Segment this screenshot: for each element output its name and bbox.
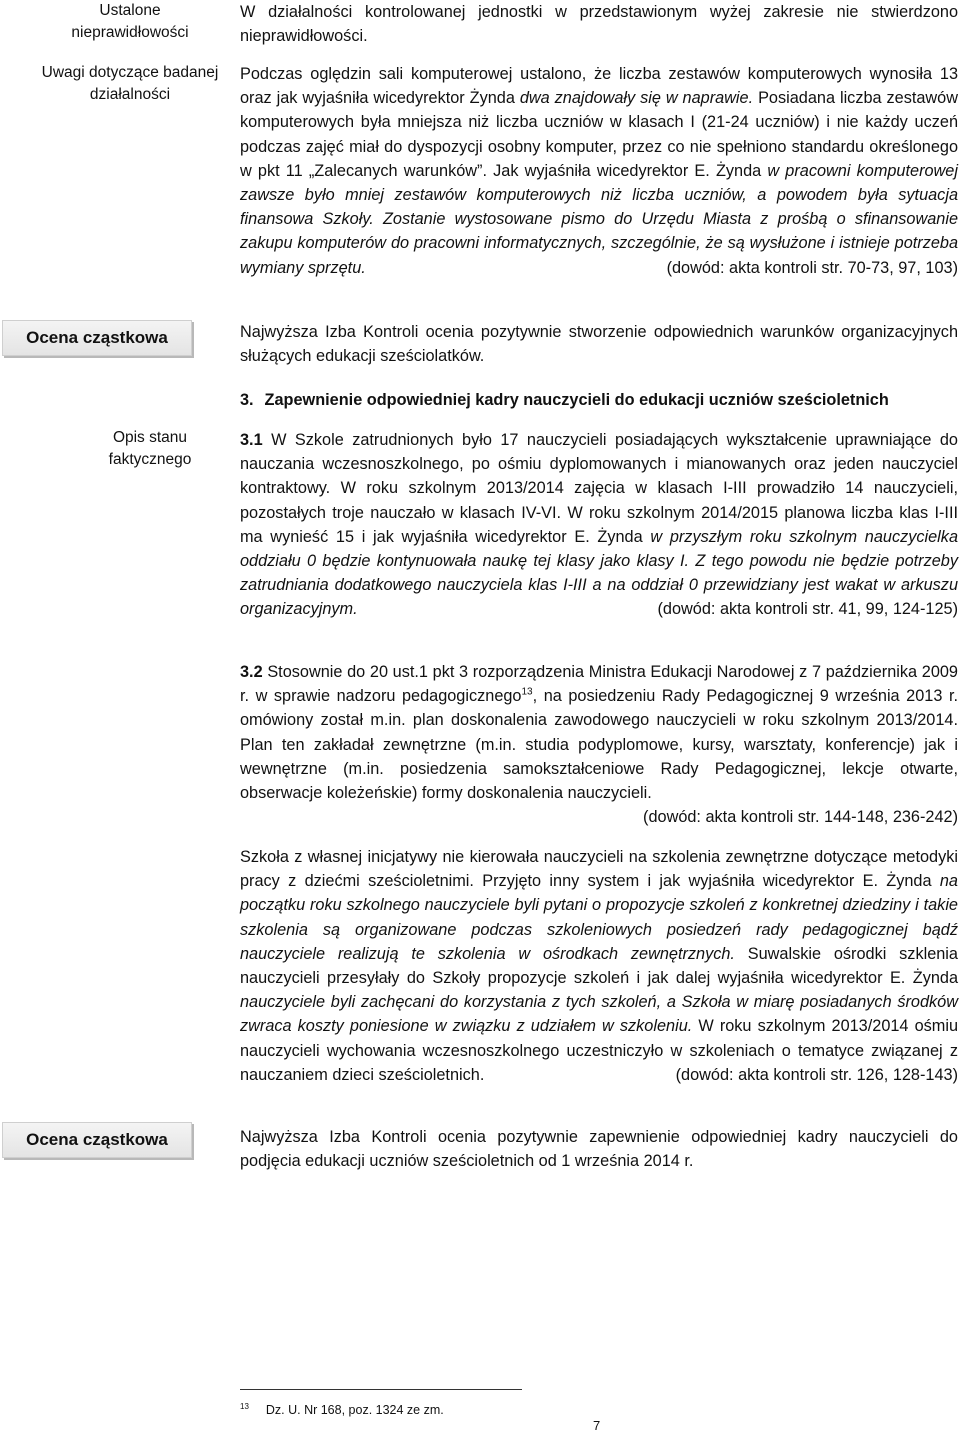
footnote-text: Dz. U. Nr 168, poz. 1324 ze zm. [265, 1403, 444, 1417]
ocena-czastkowa-box-2: Ocena cząstkowa [2, 1122, 192, 1158]
sidebar-label-ustalone: Ustalone nieprawidłowości [71, 2, 189, 41]
evidence-reference: (dowód: akta kontroli str. 41, 99, 124-125) [657, 600, 958, 619]
quote-text: w przyszłym roku szkolnym nauczycielka oddziału 0 będzie kontynuowała naukę tej klasy jako klasy I. Z tego powodu nie będzie potrzeby zatrudniania dodatkowego nauczyciela klas I-III a na oddział 0 przewidziany jest wakat w arkuszu organizacyjnym. [240, 527, 958, 619]
section-heading [240, 391, 889, 410]
paragraph-text: W Szkole zatrudnionych było 17 nauczycieli posiadających wykształcenie uprawniające do nauczania wczesnoszkolnego, po ośmiu dyplomowanych i mianowanych oraz jeden nauczyciel kontraktowy. W roku szkolnym 2013/2014 zajęcia w klasach I-III prowadziło 14 nauczycieli, pozostałych troje nauczało w klasach IV-VI. W roku szkolnym 2014/2015 planowa liczba klas I-III ma wynieść 15 i jak wyjaśniła wicedyrektor E. Żynda [240, 431, 958, 546]
assessment-text: Najwyższa Izba Kontroli ocenia pozytywnie stworzenie odpowiednich warunków organizacyjnych służących edukacji sześciolatków. [240, 323, 958, 366]
paragraph-text: W działalności kontrolowanej jednostki w przedstawionym wyżej zakresie nie stwierdzono nieprawidłowości. [240, 3, 958, 46]
quote-text: w pracowni komputerowej zawsze było mniej zestawów komputerowych niż liczba uczniów, a powodem była sytuacja finansowa Szkoły. Zostanie wystosowane pismo do Urzędu Miasta z prośbą o sfinansowanie zakupu komputerów do pracowni informatycznych, szczególnie, że są wysłużone i istnieje potrzeba wymiany sprzętu. [240, 161, 958, 277]
paragraph-text: Suwalskie ośrodki szklenia nauczycieli przesyłały do Szkoły propozycje szkoleń i jak dalej wyjaśniła wicedyrektor E. Żynda [240, 944, 958, 988]
assessment-text: Najwyższa Izba Kontroli ocenia pozytywnie zapewnienie odpowiedniej kadry nauczycieli do podjęcia edukacji uczniów sześcioletnich od 1 września 2014 r. [240, 1128, 958, 1171]
paragraph-3-2 [240, 660, 958, 829]
footnote-number: 13 [240, 1401, 249, 1411]
paragraph-3-1 [240, 428, 958, 622]
paragraph-ocena-1 [240, 320, 958, 368]
paragraph-text: W roku szkolnym 2013/2014 ośmiu nauczycieli wychowania wczesnoszkolnego uczestniczyło w szkoleniach o tematyce związanej z nauczaniem dzieci sześcioletnich. [240, 1017, 958, 1084]
paragraph-text: , na posiedzeniu Rady Pedagogicznej 9 września 2013 r. omówiony został m.in. plan doskonalenia zawodowego nauczycieli w roku szkolnym 2013/2014. Plan ten zakładał zewnętrzne (m.in. studia podyplomowe, kursy, warsztaty, konferencje) jak i wewnętrzne (m.in. posiedzenia samokształceniowe Rady Pedagogicznej, lekcje otwarte, obserwacje koleżeńskie) formy doskonalenia nauczycieli. [240, 687, 958, 803]
quote-text: nauczyciele byli zachęcani do korzystania z tych szkoleń, a Szkoła w miarę posiadanych środków zwraca koszty poniesione w związku z udziałem w szkoleniu. [240, 993, 958, 1036]
evidence-reference: (dowód: akta kontroli str. 144-148, 236-242) [643, 808, 958, 827]
paragraph-number: 3.2 [240, 663, 263, 681]
quote-text: na początku roku szkolnego nauczyciele byli pytani o propozycje szkoleń z konkretnej dziedziny i takie szkolenia są organizowane podczas szkoleniowych posiedzeń rady pedagogicznej bądź nauczyciele realizują te szkolenia w ośrodkach zewnętrznych. [240, 872, 958, 963]
paragraph-uwagi [240, 62, 958, 280]
section-title: Zapewnienie odpowiedniej kadry nauczycieli do edukacji uczniów sześcioletnich [264, 391, 889, 409]
quote-text: dwa znajdowały się w naprawie. [519, 89, 754, 108]
page-number: 7 [593, 1418, 601, 1433]
paragraph-ocena-2 [240, 1125, 958, 1173]
paragraph-text: Posiadana liczba zestawów komputerowych była mniejsza niż liczba uczniów w klasach I (21-24 uczniów) i nie każdy uczeń podczas zajęć miał do dyspozycji osobny komputer, przez co nie spełniono standardu określonego w pkt 11 „Zalecanych warunków”. Jak wyjaśniła wicedyrektor E. Żynda [240, 89, 958, 180]
sidebar-label-uwagi: Uwagi dotyczące badanej działalności [41, 64, 219, 103]
section-number: 3. [240, 391, 254, 409]
ocena-czastkowa-box: Ocena cząstkowa [2, 320, 192, 356]
footnote-ref: 13 [521, 686, 533, 698]
footnote [240, 1403, 444, 1417]
paragraph-text: Podczas oględzin sali komputerowej ustalono, że liczba zestawów komputerowych wynosiła 13 oraz jak wyjaśniła wicedyrektor Żynda [240, 65, 958, 108]
paragraph-szkolenia [240, 845, 958, 1087]
paragraph-text: Szkoła z własnej inicjatywy nie kierowała nauczycieli na szkolenia zewnętrzne dotyczące metodyki pracy z dziećmi sześcioletnimi. Przyjęto inny system i jak wyjaśniła wicedyrektor E. Żynda [240, 848, 958, 891]
sidebar-label-opis: Opis stanu faktycznego [108, 429, 192, 468]
evidence-reference: (dowód: akta kontroli str. 70-73, 97, 103) [666, 258, 958, 277]
footnote-divider [240, 1389, 522, 1390]
paragraph-number: 3.1 [240, 431, 263, 449]
paragraph-nieprawidlowosci [240, 0, 958, 48]
paragraph-text: Stosownie do 20 ust.1 pkt 3 rozporządzenia Ministra Edukacji Narodowej z 7 października 2009 r. w sprawie nadzoru pedagogicznego [240, 663, 958, 706]
evidence-reference: (dowód: akta kontroli str. 126, 128-143) [675, 1065, 958, 1084]
